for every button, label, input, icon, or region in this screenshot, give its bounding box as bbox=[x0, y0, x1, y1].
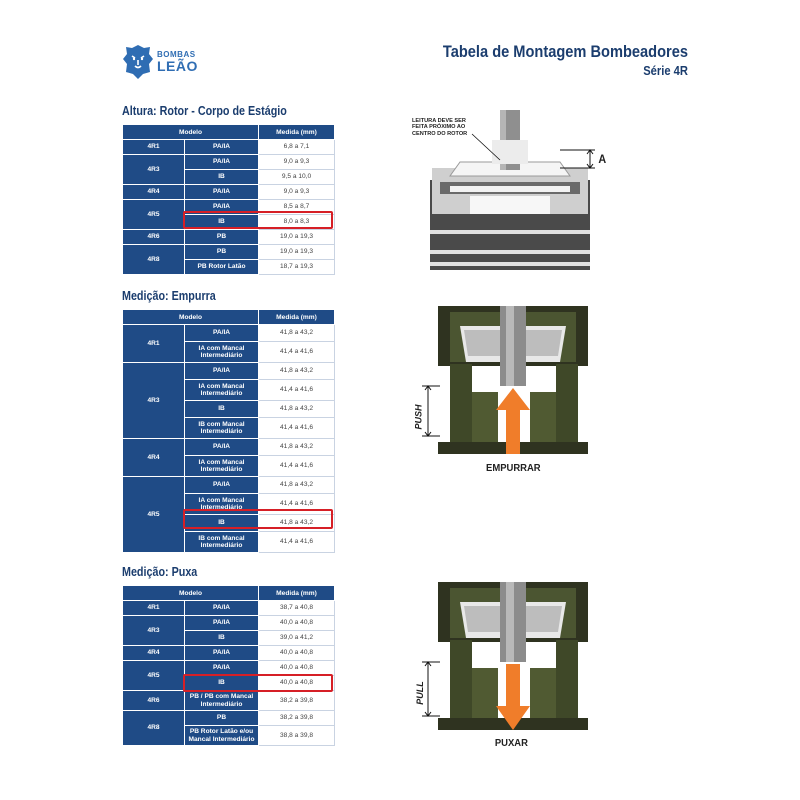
value-cell: 41,4 a 41,6 bbox=[259, 418, 335, 439]
variant-cell: IB bbox=[185, 631, 259, 646]
value-cell: 38,7 a 40,8 bbox=[259, 601, 335, 616]
section-title-empurra: Medição: Empurra bbox=[122, 289, 216, 303]
value-cell: 38,2 a 39,8 bbox=[259, 711, 335, 726]
variant-cell: IA com Mancal Intermediário bbox=[185, 380, 259, 401]
note-line-2: FEITA PRÓXIMO AO bbox=[412, 124, 466, 131]
variant-cell: PB Rotor Latão e/ou Mancal Intermediário bbox=[185, 726, 259, 746]
value-cell: 38,8 a 39,8 bbox=[259, 726, 335, 746]
variant-cell: IA com Mancal Intermediário bbox=[185, 456, 259, 477]
value-cell: 40,0 a 40,8 bbox=[259, 646, 335, 661]
highlight-box bbox=[183, 211, 333, 229]
col-header-measure: Medida (mm) bbox=[259, 125, 335, 140]
model-cell: 4R8 bbox=[123, 245, 185, 275]
value-cell: 8,0 a 8,3 bbox=[259, 215, 335, 230]
variant-cell: PA/IA bbox=[185, 155, 259, 170]
document-subtitle: Série 4R bbox=[643, 63, 688, 78]
variant-cell: IB bbox=[185, 215, 259, 230]
variant-cell: PA/IA bbox=[185, 140, 259, 155]
model-cell: 4R5 bbox=[123, 200, 185, 230]
table-altura bbox=[122, 124, 335, 275]
col-header-measure: Medida (mm) bbox=[259, 586, 335, 601]
value-cell: 41,4 a 41,6 bbox=[259, 456, 335, 477]
dimension-label-a: A bbox=[598, 152, 607, 166]
push-diagram bbox=[410, 306, 600, 456]
variant-cell: PB bbox=[185, 230, 259, 245]
section-title-altura: Altura: Rotor - Corpo de Estágio bbox=[122, 104, 287, 118]
push-caption: EMPURRAR bbox=[486, 462, 541, 474]
variant-cell: PA/IA bbox=[185, 661, 259, 676]
model-cell: 4R3 bbox=[123, 616, 185, 646]
col-header-model: Modelo bbox=[123, 125, 259, 140]
variant-cell: IB com Mancal Intermediário bbox=[185, 532, 259, 553]
model-cell: 4R1 bbox=[123, 601, 185, 616]
model-cell: 4R1 bbox=[123, 140, 185, 155]
document-title-block bbox=[403, 42, 688, 78]
value-cell: 18,7 a 19,3 bbox=[259, 260, 335, 275]
model-cell: 4R1 bbox=[123, 325, 185, 363]
model-cell: 4R6 bbox=[123, 230, 185, 245]
value-cell: 41,8 a 43,2 bbox=[259, 477, 335, 494]
value-cell: 6,8 a 7,1 bbox=[259, 140, 335, 155]
section-title-puxa: Medição: Puxa bbox=[122, 565, 198, 579]
variant-cell: IB com Mancal Intermediário bbox=[185, 418, 259, 439]
value-cell: 8,5 a 8,7 bbox=[259, 200, 335, 215]
model-cell: 4R4 bbox=[123, 646, 185, 661]
variant-cell: PA/IA bbox=[185, 646, 259, 661]
variant-cell: PA/IA bbox=[185, 325, 259, 342]
value-cell: 41,4 a 41,6 bbox=[259, 494, 335, 515]
rotor-reading-note bbox=[412, 118, 467, 137]
brand-logo bbox=[122, 42, 208, 82]
value-cell: 41,4 a 41,6 bbox=[259, 532, 335, 553]
table-puxa bbox=[122, 585, 335, 746]
highlight-box bbox=[183, 509, 333, 529]
variant-cell: PA/IA bbox=[185, 616, 259, 631]
col-header-model: Modelo bbox=[123, 310, 259, 325]
variant-cell: PA/IA bbox=[185, 185, 259, 200]
variant-cell: IA com Mancal Intermediário bbox=[185, 342, 259, 363]
pull-diagram bbox=[410, 582, 600, 732]
value-cell: 9,5 a 10,0 bbox=[259, 170, 335, 185]
variant-cell: PA/IA bbox=[185, 439, 259, 456]
value-cell: 19,0 a 19,3 bbox=[259, 230, 335, 245]
note-line-3: CENTRO DO ROTOR bbox=[412, 130, 468, 137]
model-cell: 4R4 bbox=[123, 439, 185, 477]
variant-cell: PB bbox=[185, 711, 259, 726]
model-cell: 4R5 bbox=[123, 661, 185, 691]
col-header-model: Modelo bbox=[123, 586, 259, 601]
model-cell: 4R3 bbox=[123, 363, 185, 439]
value-cell: 9,0 a 9,3 bbox=[259, 185, 335, 200]
variant-cell: PA/IA bbox=[185, 477, 259, 494]
variant-cell: PB / PB com Mancal Intermediário bbox=[185, 691, 259, 711]
variant-cell: IB bbox=[185, 401, 259, 418]
highlight-box bbox=[183, 674, 333, 692]
variant-cell: IB bbox=[185, 676, 259, 691]
value-cell: 19,0 a 19,3 bbox=[259, 245, 335, 260]
model-cell: 4R8 bbox=[123, 711, 185, 746]
value-cell: 40,0 a 40,8 bbox=[259, 676, 335, 691]
value-cell: 41,8 a 43,2 bbox=[259, 325, 335, 342]
note-line-1: LEITURA DEVE SER bbox=[412, 118, 466, 124]
model-cell: 4R5 bbox=[123, 477, 185, 553]
col-header-measure: Medida (mm) bbox=[259, 310, 335, 325]
pull-side-label: PULL bbox=[414, 681, 425, 705]
value-cell: 41,4 a 41,6 bbox=[259, 380, 335, 401]
push-side-label: PUSH bbox=[413, 404, 424, 430]
lion-icon bbox=[122, 44, 154, 80]
pull-caption: PUXAR bbox=[494, 737, 528, 749]
variant-cell: IB bbox=[185, 515, 259, 532]
value-cell: 41,8 a 43,2 bbox=[259, 515, 335, 532]
variant-cell: IB bbox=[185, 170, 259, 185]
model-cell: 4R3 bbox=[123, 155, 185, 185]
variant-cell: IA com Mancal Intermediário bbox=[185, 494, 259, 515]
value-cell: 41,8 a 43,2 bbox=[259, 439, 335, 456]
logo-line1: BOMBAS bbox=[157, 50, 196, 59]
value-cell: 40,0 a 40,8 bbox=[259, 616, 335, 631]
model-cell: 4R4 bbox=[123, 185, 185, 200]
document-title: Tabela de Montagem Bombeadores bbox=[442, 42, 688, 61]
value-cell: 40,0 a 40,8 bbox=[259, 661, 335, 676]
value-cell: 39,0 a 41,2 bbox=[259, 631, 335, 646]
value-cell: 41,8 a 43,2 bbox=[259, 363, 335, 380]
value-cell: 41,8 a 43,2 bbox=[259, 401, 335, 418]
variant-cell: PB bbox=[185, 245, 259, 260]
value-cell: 38,2 a 39,8 bbox=[259, 691, 335, 711]
value-cell: 9,0 a 9,3 bbox=[259, 155, 335, 170]
variant-cell: PB Rotor Latão bbox=[185, 260, 259, 275]
variant-cell: PA/IA bbox=[185, 363, 259, 380]
value-cell: 41,4 a 41,6 bbox=[259, 342, 335, 363]
logo-line2: LEÃO bbox=[157, 58, 198, 74]
model-cell: 4R6 bbox=[123, 691, 185, 711]
variant-cell: PA/IA bbox=[185, 200, 259, 215]
variant-cell: PA/IA bbox=[185, 601, 259, 616]
